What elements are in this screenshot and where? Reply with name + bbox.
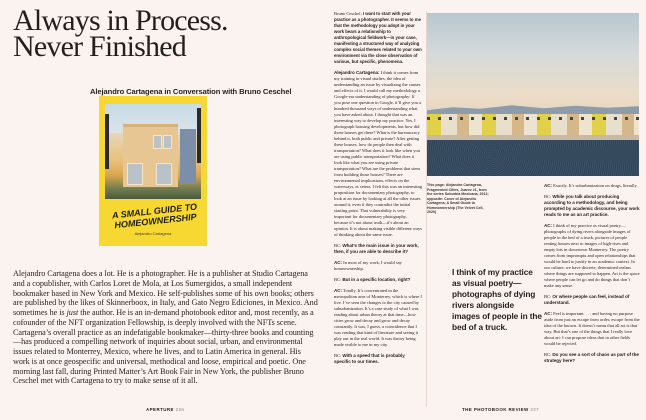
speaker-label: BC: [334,353,342,358]
interview-column-right [544,183,640,369]
folio-right [462,407,539,412]
cover-house [123,124,178,187]
article-title [13,4,313,63]
speaker-label: Bruno Ceschel: [334,11,362,16]
intro-text: Alejandro Cartagena does a lot. He is a photographer. He is a publisher at Studio Cartagena and a copublisher, with Carlos Loret de Mola, at Los Sumergidos, a small independent bookmaker based in New York and Mexico. He self-publishes some of his own books; others are published by the likes of Skinnerboox, in Italy, and Gato Negro Ediciones, in Mexico. And sometimes he is [13,269,318,317]
interview-paragraph [544,194,640,218]
interview-paragraph [334,353,422,365]
speaker-label: AC: [334,260,343,265]
article-subtitle: Alejandro Cartagena in Conversation with Bruno Ceschel [90,87,292,96]
photo-houses [427,114,639,135]
interview-paragraph [544,352,640,364]
answer-text: In most of my work, I would say homeownership. [334,260,402,271]
interview-paragraph [544,294,640,306]
book-cover-image [99,96,207,246]
folio-right-name: THE PHOTOBOOK REVIEW [462,407,529,412]
cover-bar-left [105,114,109,169]
photo-sky [427,13,639,111]
folio-left [146,407,184,412]
photo-caption: This page: Alejandro Cartagena, Fragmented Cities, Juarez #1, from the series Suburbia Mexicana, 2012; opposite: Cover of Alejandro Cartagena, A Small Guide to Homeownership (The Velvet Cell, 2020) [427,183,489,214]
book-cover-title: A SMALL GUIDE TO HOMEOWNERSHIP [111,201,198,231]
folio-left-number: 226 [175,407,185,412]
speaker-label: BC: [544,352,552,357]
interview-paragraph [544,311,640,347]
speaker-label: BC: [544,294,552,299]
answer-text: Exactly. It’s suburbanization on drugs, literally. [553,183,638,188]
title-line-2: Never Finished [13,30,186,63]
question-text: Or where people can feel, instead of understand. [544,294,630,305]
cover-window [153,135,162,149]
speaker-label: AC: [544,223,553,228]
intro-paragraph [13,269,318,386]
housing-development-photo [427,13,639,176]
question-text: With a speed that is probably specific to our times. [334,353,405,364]
question-text: I want to start with your practice as a photographer. It seems to me that the methodology you adopt in your work bears a relationship to anthropological fieldwork—in your case, manifesting a structured way of analyzing complex social themes related to your own environment via the close observation of various, but specific, phenomena. [334,11,422,64]
question-text: Do you see a sort of chaos as part of the strategy here? [544,352,639,363]
answer-text: I think of my practice as visual poetry—photographs of dying rivers alongside images of people in the bed of a truck; pictures of people renting houses next to images of high-rises and empty lots in downtown Monterrey. The poetry comes from impromptu and open relationships that would be hard to justify in an academic context. In our culture, we have discrete, determined realms where things are supposed to happen. Art is the space where people can let go and do things that don’t make any sense. [544,223,640,288]
book-cover-photo [105,104,201,199]
question-text: What’s the main issue in your work, then, if you are able to describe it? [334,243,419,254]
speaker-label: AC: [544,183,553,188]
photo-gravel [427,140,639,176]
interview-paragraph [334,243,422,255]
interview-column-middle [334,11,427,407]
question-text: But in a specific location, right? [342,277,411,282]
answer-text: Feel is important. . . . and having no purpose aside from just an escape from order, escape from the idea of the known. It doesn’t mean that all art is that way. But that’s one of the things that I really love about art: I can propose ideas that in other fields would be rejected. [544,311,640,346]
interview-paragraph [334,11,422,65]
speaker-label: AC: [544,311,553,316]
cover-blue-house [180,129,196,184]
interview-paragraph [334,260,422,272]
speaker-label: BC: [334,243,342,248]
book-cover-author: Alejandro Cartagena [134,231,172,236]
question-text: While you talk about producing according to a methodology, and being prompted by academic discourse, your work reads to me as an art practice. [544,194,640,217]
title-line-1: Always in Process. [13,4,228,37]
interview-paragraph [334,70,422,238]
intro-text-end: the author. He is an in-demand photobook editor and, most recently, as a cofounder of the NFT organization Fellowship, is deeply involved with the NFTs scene. Cartagena’s overall practice as an indefatigable bookmaker—thirty-three books and counting—has produced a compelling network of inquiries about social, urban, and environmental issues related to Monterrey, Mexico, where he lives, and to Latin America in general. His work is at once geospecific and universal, methodical and loose, empirical and poetic. One morning last fall, during Printed Matter’s Art Book Fair in New York, the publisher Bruno Ceschel met with Cartagena to try to make sense of it all. [13,308,314,386]
folio-left-name: APERTURE [146,407,174,412]
answer-text: Totally. It’s concentrated in the metropolitan area of Monterrey, which is where I live. I’ve seen the changes to the city caused by suburbanization. It’s a case study of what I was reading about urban theory at that time—how cities grow and decay and grow and decay constantly. It was, I guess, a coincidence that I was reading that kind of literature and seeing it play out in the real world. It was theory being made visible to me in my city. [334,288,422,347]
interview-paragraph [334,288,422,348]
interview-paragraph [334,277,422,283]
folio-right-number: 227 [530,407,540,412]
speaker-label: BC: [544,194,552,199]
intro-emphasis: just [66,308,79,317]
cover-window [163,135,172,149]
interview-paragraph [544,183,640,189]
speaker-label: AC: [334,288,343,293]
answer-text: I think it comes from my training in visual studies, the idea of understanding an issue by visualizing the causes and effects of it. I would call my methodology a Google-era understanding of photography: If you pose one question in Google, it’ll give you a hundred thousand ways of understanding what you have asked about. I thought that was an interesting way to develop my practice. Yes, I photograph housing developments, but how did those houses get there? What is the bureaucracy behind it, both public and private? After getting these houses, how do people then deal with transportation? What does it look like when you are using public transportation? What does it look like what you are using private transportation? What are the problems that stem from building those houses? There are environmental implications, effects on the waterways, et cetera. I felt this was an interesting proposition for documentary photography, to look at an issue by looking at all the other issues around it, even if they contradict the initial starting point. That vulnerability is very important for documentary photography, because it’s not about truth—it’s about an opinion. It is about making visible different ways of thinking about the same issue. [334,70,423,237]
interview-paragraph [544,223,640,289]
cover-bar-right [197,108,201,163]
speaker-label: BC: [334,277,342,282]
pull-quote: I think of my practice as visual poetry—photographs of dying rivers alongside images of people in the bed of a truck. [452,267,542,332]
speaker-label: Alejandro Cartagena: [334,70,380,75]
cover-window [156,163,172,185]
cover-window [127,163,143,185]
